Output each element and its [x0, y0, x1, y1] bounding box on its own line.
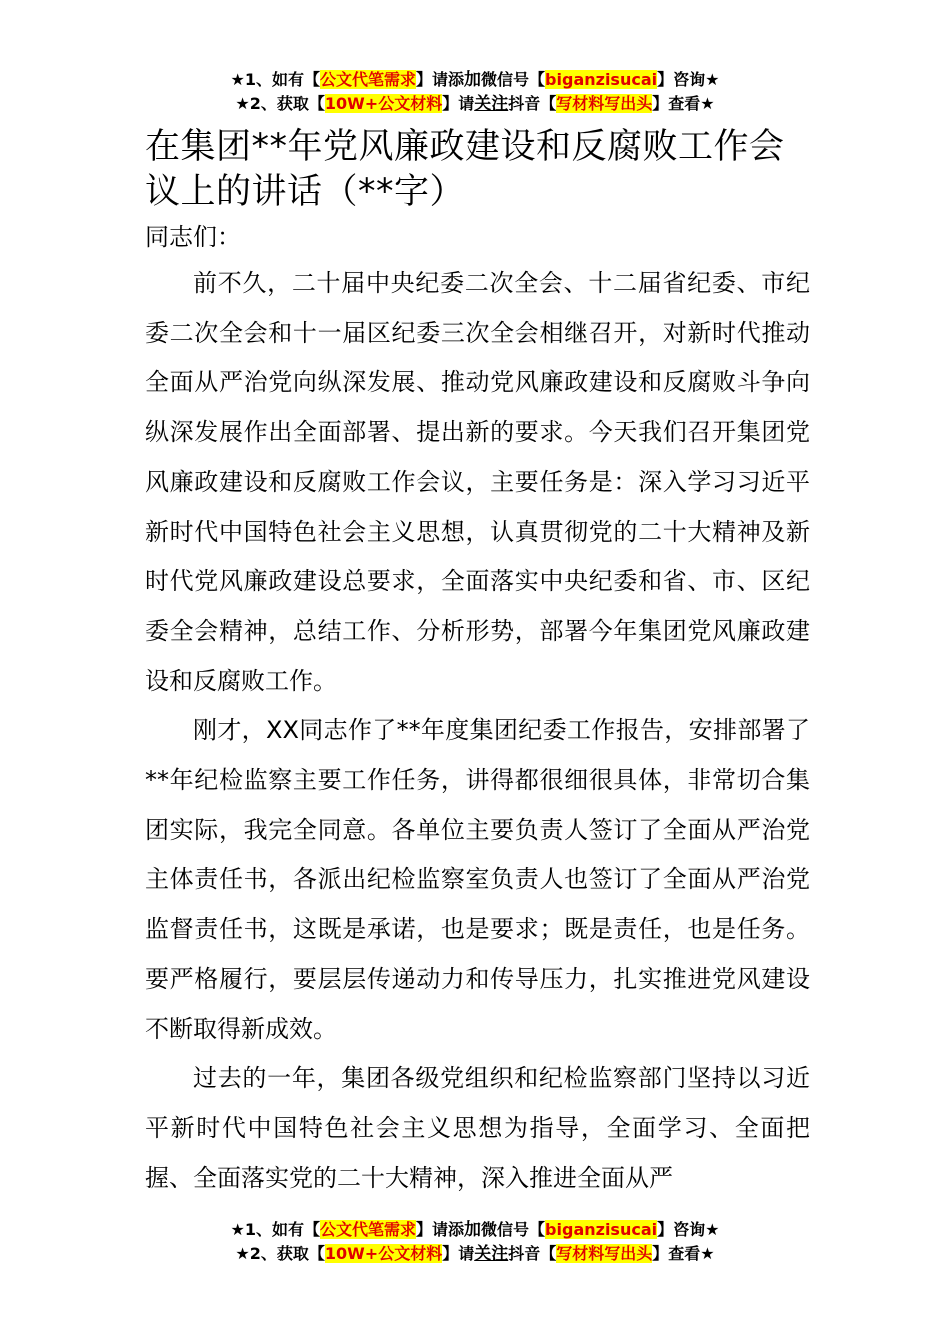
promo-text: ★1、如有【: [230, 1220, 320, 1239]
promo-highlight-materials: 10W+公文材料: [324, 1244, 443, 1263]
promo-text: 】咨询★: [657, 1220, 720, 1239]
promo-emphasis: 关注: [474, 1244, 509, 1264]
promo-text: 】请: [442, 1244, 475, 1263]
promo-highlight-wechat: biganzisucai: [545, 1220, 658, 1239]
promo-text: 微信号【: [481, 1220, 546, 1239]
promo-text: ★2、获取【: [235, 94, 325, 113]
promo-text: 抖音【: [508, 94, 557, 113]
promo-text: 】查看★: [652, 1244, 715, 1263]
paragraph-1: 前不久，二十届中央纪委二次全会、十二届省纪委、市纪委二次全会和十一届区纪委三次全会相继召开，对新时代推动全面从严治党向纵深发展、推动党风廉政建设和反腐败斗争向纵深发展作出全面部署、提出新的要求。今天我们召开集团党风廉政建设和反腐败工作会议，主要任务是：深入学习习近平新时代中国特色社会主义思想，认真贯彻党的二十大精神及新时代党风廉政建设总要求，全面落实中央纪委和省、市、区纪委全会精神，总结工作、分析形势，部署今年集团党风廉政建设和反腐败工作。: [145, 269, 810, 695]
bottom-promo-banner: [0, 1218, 950, 1266]
document-title: 在集团**年党风廉政建设和反腐败工作会议上的讲话（**字）: [145, 127, 785, 212]
salutation: 同志们：: [145, 223, 241, 251]
promo-text: 】请添: [416, 1220, 465, 1239]
promo-highlight-service: 公文代笔需求: [320, 1220, 417, 1239]
paragraph-2: 刚才，XX同志作了**年度集团纪委工作报告，安排部署了**年纪检监察主要工作任务，讲得都很细很具体，非常切合集团实际，我完全同意。各单位主要负责人签订了全面从严治党主体责任书，各派出纪检监察室负责人也签订了全面从严治党监督责任书，这既是承诺，也是要求；既是责任，也是任务。要严格履行，要层层传递动力和传导压力，扎实推进党风建设不断取得新成效。: [145, 716, 810, 1043]
document-body: [145, 125, 810, 1203]
top-promo-banner: [0, 68, 950, 116]
promo-text: 】请: [442, 94, 475, 113]
promo-line-1: [0, 1218, 950, 1242]
promo-highlight-douyin: 写材料写出头: [556, 1244, 653, 1263]
promo-text: 微信号【: [481, 70, 546, 89]
promo-line-2: [0, 92, 950, 116]
promo-highlight-service: 公文代笔需求: [320, 70, 417, 89]
promo-emphasis: 关注: [474, 94, 509, 114]
promo-highlight-douyin: 写材料写出头: [556, 94, 653, 113]
promo-emphasis: 加: [464, 1220, 482, 1240]
promo-text: 】请添: [416, 70, 465, 89]
promo-text: ★1、如有【: [230, 70, 320, 89]
promo-text: 】咨询★: [657, 70, 720, 89]
promo-text: 抖音【: [508, 1244, 557, 1263]
promo-line-2: [0, 1242, 950, 1266]
promo-line-1: [0, 68, 950, 92]
promo-highlight-wechat: biganzisucai: [545, 70, 658, 89]
promo-highlight-materials: 10W+公文材料: [324, 94, 443, 113]
promo-text: ★2、获取【: [235, 1244, 325, 1263]
promo-emphasis: 加: [464, 70, 482, 90]
promo-text: 】查看★: [652, 94, 715, 113]
paragraph-3: 过去的一年，集团各级党组织和纪检监察部门坚持以习近平新时代中国特色社会主义思想为指导，全面学习、全面把握、全面落实党的二十大精神，深入推进全面从严: [145, 1064, 810, 1192]
